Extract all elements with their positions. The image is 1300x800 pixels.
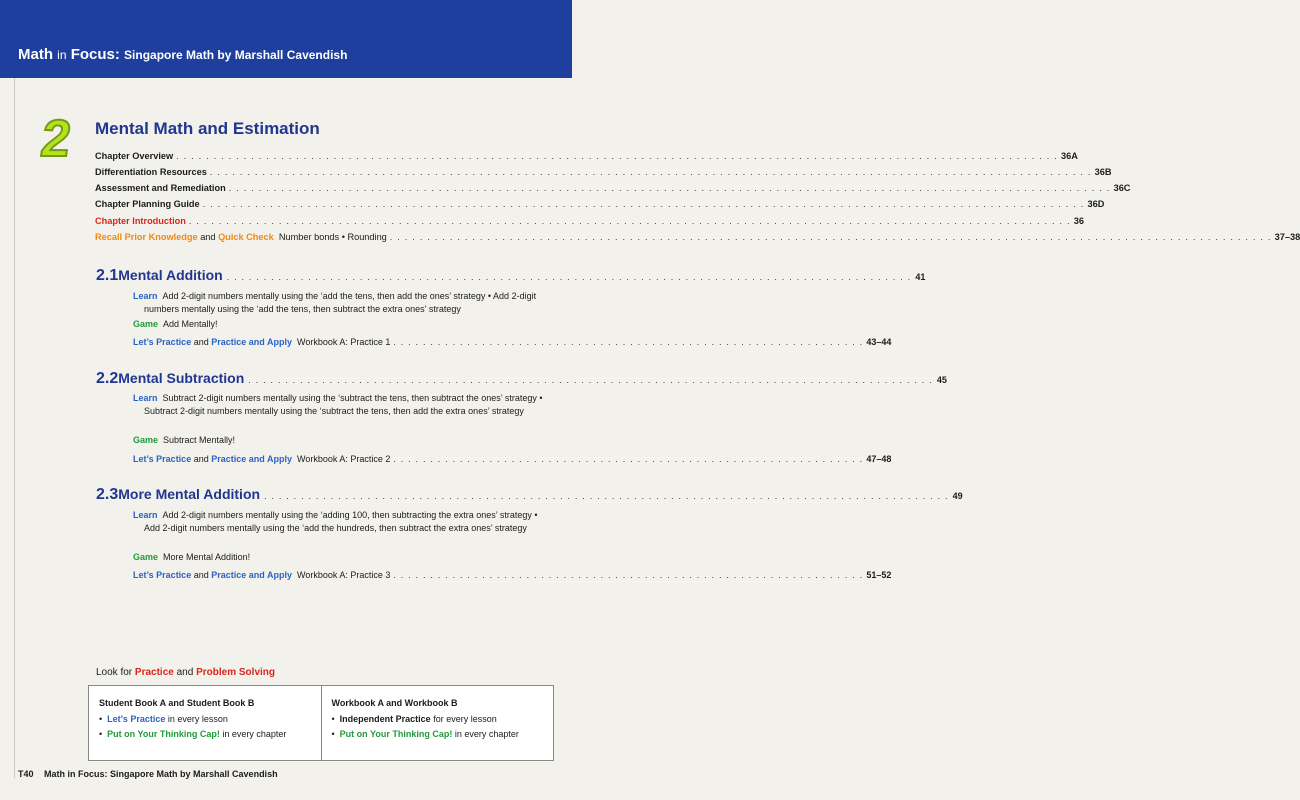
- leader-dots: [264, 491, 949, 501]
- look-for-and: and: [176, 667, 194, 678]
- leader-dots: [227, 272, 912, 282]
- bullet-item: [332, 712, 554, 727]
- brand-focus: Focus:: [70, 46, 120, 63]
- practice-box: [88, 685, 554, 761]
- workbook-ref: Workbook A: Practice 2: [296, 454, 391, 464]
- workbook-pages: 43–44: [866, 337, 892, 347]
- leader-dots: [390, 232, 1272, 242]
- learn-label: Learn: [133, 510, 158, 520]
- toc-page: 36A: [1061, 151, 1078, 161]
- recall-label: Recall Prior Knowledge: [95, 232, 198, 242]
- leader-dots: [393, 454, 863, 464]
- game-line: [133, 551, 541, 564]
- practice-apply-label: Practice and Apply: [211, 454, 292, 464]
- bullet-item: [332, 727, 554, 742]
- learn-label: Learn: [133, 291, 158, 301]
- learn-label: Learn: [133, 393, 158, 403]
- toc-page: 36: [1073, 216, 1084, 226]
- learn-text: Add 2-digit numbers mentally using the ‘add the tens, then add the ones’ strategy • Add 2-digit numbers mentally using the ‘add the tens, then subtract the extra ones’ strategy: [144, 291, 537, 314]
- toc-page: 37–38: [1274, 232, 1300, 242]
- toc-label: Chapter Introduction: [95, 216, 186, 226]
- practice-apply-label: Practice and Apply: [211, 337, 292, 347]
- lets-practice-label: Let’s Practice: [133, 337, 192, 347]
- section-page: 49: [952, 491, 963, 501]
- and-text: and: [193, 337, 209, 347]
- toc-row[interactable]: [95, 183, 1131, 193]
- section-title: Mental Addition: [118, 267, 223, 283]
- footer-page-number: T40: [18, 769, 34, 779]
- learn-text: Add 2-digit numbers mentally using the ‘adding 100, then subtracting the extra ones’ strategy • Add 2-digit numbers mentally using the ‘add the hundreds, then subtract the extra ones’ strategy: [144, 510, 538, 533]
- bullet-item: [99, 727, 321, 742]
- toc-label: Chapter Overview: [95, 151, 174, 161]
- game-label: Game: [133, 552, 159, 562]
- learn-paragraph: [133, 392, 552, 418]
- toc-label: Differentiation Resources: [95, 167, 207, 177]
- footer-text: Math in Focus: Singapore Math by Marshall Cavendish: [44, 769, 278, 779]
- lets-practice-label: Let’s Practice: [133, 454, 192, 464]
- bullet-label: Let’s Practice: [107, 714, 166, 724]
- page-footer: [18, 769, 278, 779]
- practice-line[interactable]: [133, 570, 892, 580]
- workbook-pages: 47–48: [866, 454, 892, 464]
- toc-page: 36C: [1113, 183, 1131, 193]
- section-title: More Mental Addition: [118, 486, 261, 502]
- header-bar: [0, 0, 572, 78]
- bullet-item: [99, 712, 321, 727]
- section-number: 2.2: [96, 370, 119, 387]
- game-line: [133, 434, 541, 447]
- bullet-label: Independent Practice: [339, 714, 431, 724]
- bullet-text: in every chapter: [222, 729, 287, 739]
- learn-paragraph: [133, 509, 552, 535]
- section-page: 41: [915, 272, 926, 282]
- practice-apply-label: Practice and Apply: [211, 570, 292, 580]
- toc-label: Assessment and Remediation: [95, 183, 226, 193]
- header-subtitle: Singapore Math by Marshall Cavendish: [124, 48, 348, 62]
- bullet-text: in every chapter: [454, 729, 519, 739]
- student-book-column: [89, 686, 321, 760]
- brand-in: in: [57, 48, 67, 62]
- section-heading[interactable]: [96, 267, 926, 285]
- section-page: 45: [936, 375, 947, 385]
- section-number: 2.1: [96, 267, 119, 284]
- toc-row[interactable]: [95, 216, 1084, 226]
- header-title: [18, 46, 347, 63]
- toc-row[interactable]: [95, 151, 1078, 161]
- workbook-column: [321, 686, 554, 760]
- section-heading[interactable]: [96, 486, 963, 504]
- look-for-problem-solving: Problem Solving: [196, 667, 275, 678]
- toc-row-recall[interactable]: [95, 232, 1300, 242]
- game-text: Subtract Mentally!: [163, 435, 236, 445]
- margin-rule: [14, 78, 15, 778]
- quick-check-label: Quick Check: [218, 232, 274, 242]
- toc-row[interactable]: [95, 199, 1105, 209]
- bullet-text: in every lesson: [167, 714, 228, 724]
- leader-dots: [393, 570, 863, 580]
- practice-line[interactable]: [133, 454, 892, 464]
- brand-math: Math: [18, 46, 53, 63]
- toc-page: 36B: [1094, 167, 1112, 177]
- bullet-label: Put on Your Thinking Cap!: [107, 729, 220, 739]
- recall-topics: Number bonds • Rounding: [278, 232, 387, 242]
- game-text: Add Mentally!: [163, 319, 218, 329]
- workbook-ref: Workbook A: Practice 1: [296, 337, 391, 347]
- bullet-label: Put on Your Thinking Cap!: [339, 729, 453, 739]
- chapter-number-badge: [37, 108, 88, 168]
- leader-dots: [210, 167, 1092, 177]
- look-for-prefix: Look for: [96, 667, 133, 678]
- learn-text: Subtract 2-digit numbers mentally using the ‘subtract the tens, then subtract the ones’ strategy • Subtract 2-digit numbers mentally using the ‘subtract the tens, then add the extra ones’ strategy: [144, 393, 543, 416]
- chapter-title: Mental Math and Estimation: [95, 119, 320, 138]
- leader-dots: [203, 199, 1085, 209]
- workbook-pages: 51–52: [866, 570, 892, 580]
- game-line: [133, 318, 541, 331]
- and-text: and: [193, 454, 209, 464]
- look-for-line: [96, 667, 275, 678]
- workbook-ref: Workbook A: Practice 3: [296, 570, 391, 580]
- and-text: and: [193, 570, 209, 580]
- game-label: Game: [133, 319, 159, 329]
- section-number: 2.3: [96, 486, 119, 503]
- game-text: More Mental Addition!: [163, 552, 251, 562]
- chapter-number: 2: [37, 110, 75, 168]
- lets-practice-label: Let’s Practice: [133, 570, 192, 580]
- section-heading[interactable]: [96, 370, 947, 388]
- toc-row[interactable]: [95, 167, 1112, 177]
- leader-dots: [176, 151, 1058, 161]
- leader-dots: [393, 337, 863, 347]
- student-book-heading: Student Book A and Student Book B: [99, 698, 255, 708]
- toc-label: Chapter Planning Guide: [95, 199, 200, 209]
- recall-and: and: [200, 232, 216, 242]
- bullet-text: for every lesson: [433, 714, 497, 724]
- practice-line[interactable]: [133, 337, 892, 347]
- leader-dots: [229, 183, 1111, 193]
- leader-dots: [189, 216, 1071, 226]
- learn-paragraph: [133, 290, 552, 316]
- game-label: Game: [133, 435, 159, 445]
- look-for-practice: Practice: [134, 667, 174, 678]
- workbook-heading: Workbook A and Workbook B: [331, 698, 458, 708]
- toc-page: 36D: [1087, 199, 1105, 209]
- section-title: Mental Subtraction: [118, 370, 245, 386]
- leader-dots: [248, 375, 933, 385]
